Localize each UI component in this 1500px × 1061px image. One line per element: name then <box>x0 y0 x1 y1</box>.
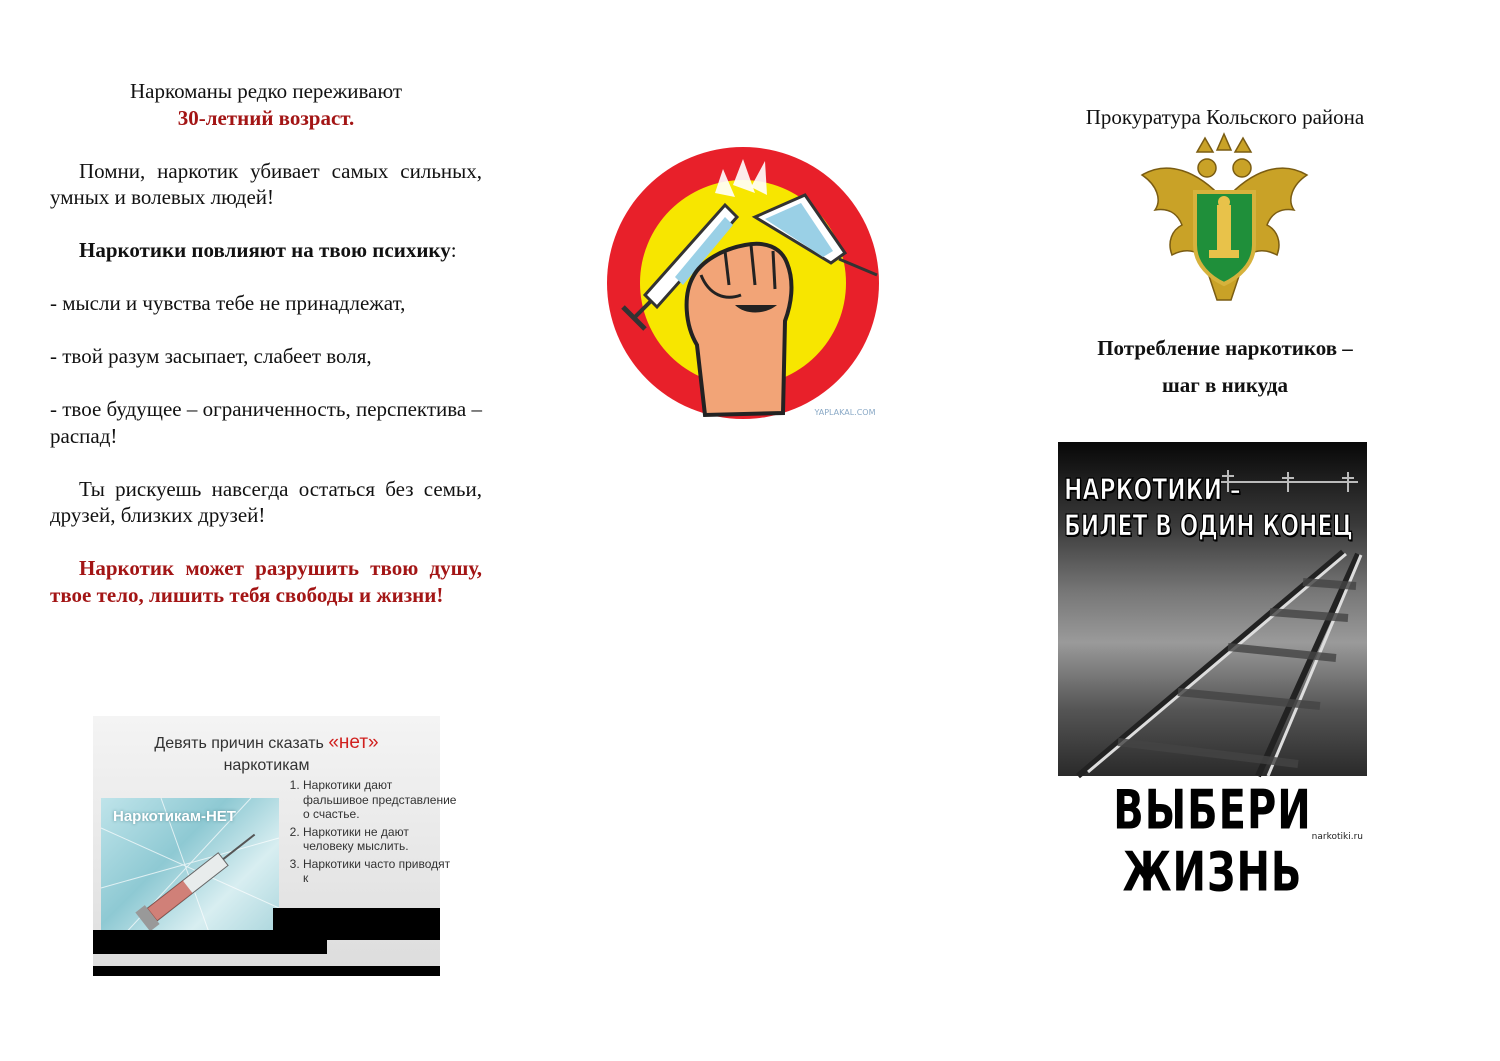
poster-site: narkotiki.ru <box>1311 832 1363 842</box>
reason-item: 2. Наркотики не дают человеку мыслить. <box>303 825 458 854</box>
left-column <box>50 78 482 635</box>
reason-item: 1. Наркотики дают фальшивое представление о счастье. <box>303 778 458 822</box>
headline-line-1: Потребление наркотиков – <box>1097 336 1353 360</box>
redaction-block <box>93 940 327 954</box>
poster-line-1: НАРКОТИКИ – <box>1064 474 1241 508</box>
photo-label: Наркотикам-НЕТ <box>113 808 236 825</box>
agency-name: Прокуратура Кольского района <box>1085 105 1365 129</box>
poster-title-no: «нет» <box>328 732 379 753</box>
redaction-block <box>93 930 440 940</box>
psyche-colon: : <box>450 238 457 262</box>
poster-title: Девять причин сказать «нет» наркотикам <box>154 732 379 774</box>
reason-item: 3. Наркотики часто приводят к <box>303 857 458 886</box>
effect-item-2: - твой разум засыпает, слабеет воля, <box>50 344 372 368</box>
effect-item-3: - твое будущее – ограниченность, перспектива – распад! <box>50 397 482 448</box>
reasons-list <box>281 778 458 889</box>
choose-life-slogan: ВЫБЕРИ ЖИЗНЬ <box>1113 780 1312 905</box>
warning-paragraph: Наркотик может разрушить твою душу, твое тело, лишить тебя свободы и жизни! <box>50 556 482 607</box>
psyche-paragraph <box>50 237 482 264</box>
poster-line-2: БИЛЕТ В ОДИН КОНЕЦ <box>1064 510 1353 544</box>
redaction-block <box>273 908 440 930</box>
intro-line: Наркоманы редко переживают <box>129 79 403 103</box>
effect-item-1: - мысли и чувства тебе не принадлежат, <box>50 291 406 315</box>
headline <box>1060 330 1390 404</box>
redaction-block <box>93 966 440 976</box>
headline-line-2: шаг в никуда <box>1162 373 1288 397</box>
broken-syringe-fist-emblem <box>605 145 881 421</box>
emblem-watermark: YAPLAKAL.COM <box>814 408 876 417</box>
nine-reasons-poster <box>93 716 457 976</box>
intro-age: 30-летний возраст. <box>177 105 355 130</box>
remember-paragraph: Помни, наркотик убивает самых сильных, умных и волевых людей! <box>50 158 482 209</box>
railway-poster <box>1058 442 1367 905</box>
risk-paragraph: Ты рискуешь навсегда остаться без семьи, друзей, близких друзей! <box>50 476 482 527</box>
prosecutor-coat-of-arms-icon <box>1137 130 1312 305</box>
fist-icon <box>687 244 792 415</box>
intro-paragraph <box>50 78 482 131</box>
psyche-heading: Наркотики повлияют на твою психику <box>79 238 451 262</box>
